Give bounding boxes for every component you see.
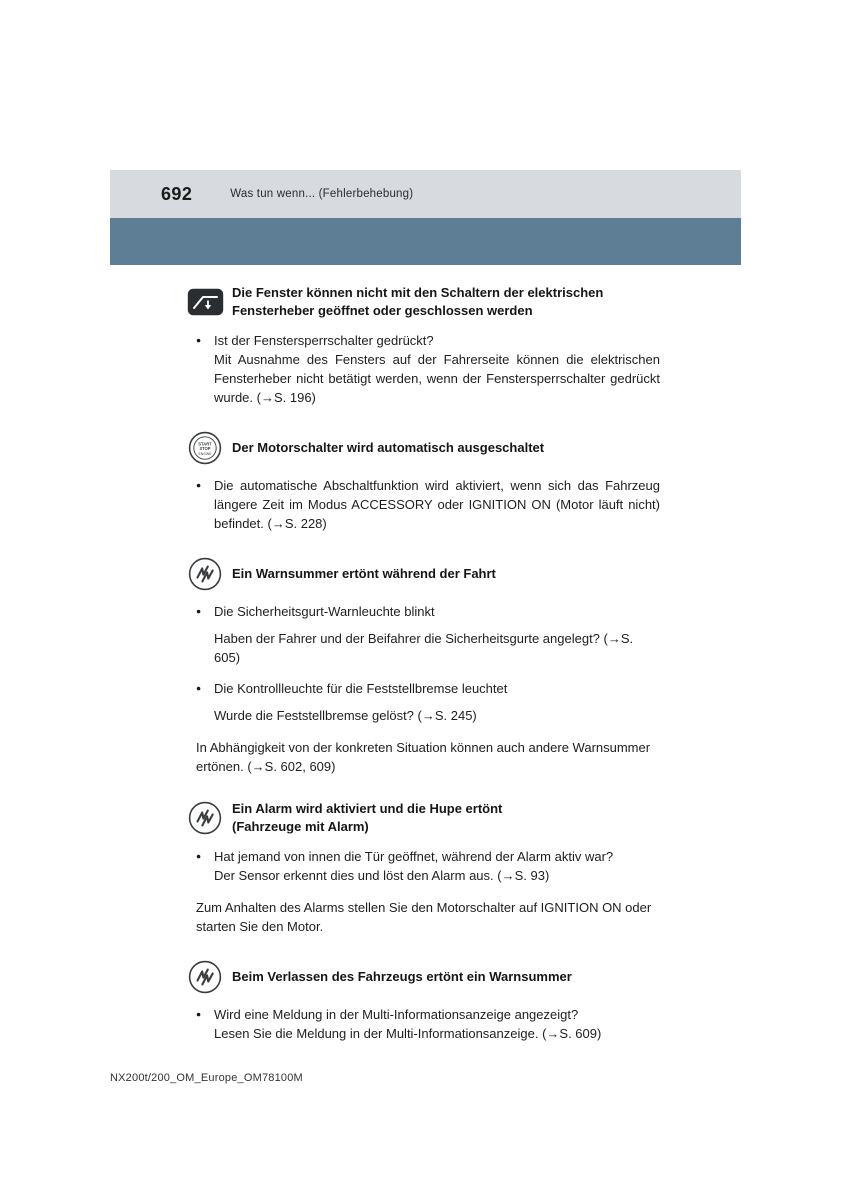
list-item-text <box>214 847 660 885</box>
topic-header <box>186 800 660 836</box>
topic-header <box>186 431 660 465</box>
answer-text: Lesen Sie die Meldung in der Multi-Informationsanzeige. (→S. 609) <box>214 1026 602 1041</box>
bullet-marker: ● <box>196 606 202 616</box>
chapter-title: Was tun wenn... (Fehlerbehebung) <box>230 188 414 200</box>
list-item-text <box>214 1005 660 1043</box>
list-item <box>196 331 660 407</box>
warning-buzzer-icon <box>186 960 224 994</box>
svg-text:ENGINE: ENGINE <box>198 451 212 456</box>
warning-buzzer-icon <box>186 801 224 835</box>
answer-text: Der Sensor erkennt dies und löst den Alarm aus. (→S. 93) <box>214 868 550 883</box>
answer-text: Wurde die Feststellbremse gelöst? (→S. 245) <box>214 708 477 723</box>
symptom-text: Die Sicherheitsgurt-Warnleuchte blinkt <box>214 604 435 619</box>
footer-text: NX200t/200_OM_Europe_OM78100M <box>110 1072 303 1084</box>
list-item <box>196 476 660 533</box>
question-text: Wird eine Meldung in der Multi-Informationsanzeige angezeigt? <box>214 1007 579 1022</box>
bullet-marker: ● <box>196 683 202 693</box>
topic-title <box>232 800 502 836</box>
topic-header <box>186 557 660 591</box>
chapter-accent-bar <box>110 218 741 265</box>
note-text: Zum Anhalten des Alarms stellen Sie den Motorschalter auf IGNITION ON oder starten Sie den Motor. <box>196 900 652 934</box>
page-content <box>196 284 660 1067</box>
topic-title-line2: (Fahrzeuge mit Alarm) <box>232 819 369 834</box>
answer-text: Die automatische Abschaltfunktion wird aktiviert, wenn sich das Fahrzeug längere Zeit im Modus ACCESSORY oder IGNITION ON (Motor läuft nicht) befindet. (→S. 228) <box>214 478 660 531</box>
engine-start-stop-icon <box>186 431 224 465</box>
list-item <box>196 602 660 621</box>
topic-title: Ein Warnsummer ertönt während der Fahrt <box>232 566 496 581</box>
topic-section-buzzer-driving <box>196 557 660 776</box>
svg-text:STOP: STOP <box>199 446 211 452</box>
topic-section-alarm <box>196 800 660 936</box>
page-number: 692 <box>161 183 193 204</box>
topic-section-windows <box>196 284 660 407</box>
answer-text: Haben der Fahrer und der Beifahrer die Sicherheitsgurte angelegt? (→S. 605) <box>214 631 634 665</box>
answer-text: Mit Ausnahme des Fensters auf der Fahrerseite können die elektrischen Fensterheber nicht betätigt werden, wenn der Fenstersperrschalter gedrückt wurde. (→S. 196) <box>214 352 660 405</box>
topic-title: Der Motorschalter wird automatisch ausgeschaltet <box>232 440 545 455</box>
topic-title-line1: Ein Alarm wird aktiviert und die Hupe ertönt <box>232 801 503 816</box>
list-item <box>196 679 660 698</box>
bullet-marker: ● <box>196 335 202 345</box>
note-text: In Abhängigkeit von der konkreten Situation können auch andere Warnsummer ertönen. (→S. 602, 609) <box>196 740 651 774</box>
list-item-text <box>214 331 660 407</box>
list-item-text <box>214 476 660 533</box>
list-item-text <box>214 679 660 698</box>
warning-buzzer-icon <box>186 557 224 591</box>
bullet-marker: ● <box>196 480 202 490</box>
topic-header <box>186 284 660 320</box>
topic-title: Die Fenster können nicht mit den Schaltern der elektrischen Fensterheber geöffnet oder geschlossen werden <box>232 285 604 318</box>
question-text: Hat jemand von innen die Tür geöffnet, während der Alarm aktiv war? <box>214 849 614 864</box>
list-item <box>196 1005 660 1043</box>
bullet-marker: ● <box>196 1009 202 1019</box>
page-header <box>110 170 741 218</box>
list-item <box>196 847 660 885</box>
list-item-text <box>214 602 660 621</box>
bullet-marker: ● <box>196 851 202 861</box>
topic-header <box>186 960 660 994</box>
topic-section-engine-switch <box>196 431 660 533</box>
svg-text:START: START <box>198 441 212 447</box>
question-text: Ist der Fenstersperrschalter gedrückt? <box>214 333 434 348</box>
power-window-switch-icon <box>186 288 224 316</box>
symptom-text: Die Kontrollleuchte für die Feststellbremse leuchtet <box>214 681 508 696</box>
topic-title: Beim Verlassen des Fahrzeugs ertönt ein Warnsummer <box>232 969 572 984</box>
topic-section-buzzer-leaving <box>196 960 660 1043</box>
